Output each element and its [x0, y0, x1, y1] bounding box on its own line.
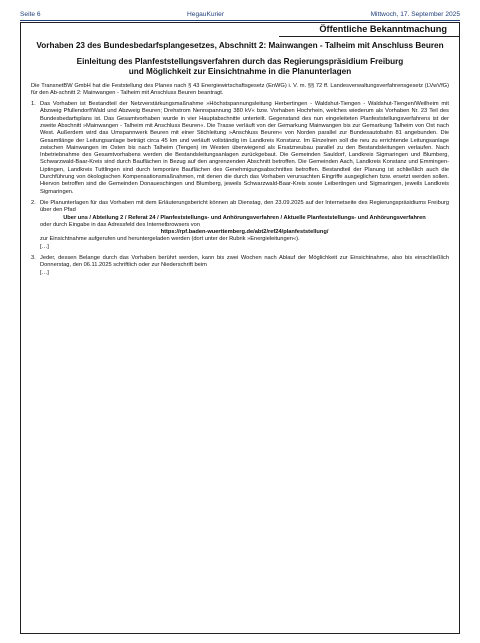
notice-content [31, 41, 449, 277]
item-2-text-2: oder durch Eingabe in das Adressfeld des Internetbrowsers von [40, 221, 200, 228]
notice-label-rule [279, 36, 459, 37]
item-1-text: Das Vorhaben ist Bestandteil der Netzverstärkungsmaßnahme »Höchstspannungsleitung Herbertingen - Waldshut-Tiengen - Waldshut-Tiengen/Weilheim mit Abzweig Pfullendorf/Wald und Abzweig Beuren; Drehstrom Nennspannung 380 kV« bzw. Vorhaben Hochrhein, welches wiederum als Vorhaben Nr. 23 Teil des Bundesbedarfsplans ist. Das Gesamtvorhaben wurde in vier Hauptabschnitte unterteilt. Gegenstand des nun eingeleiteten Planfeststellungsverfahrens ist der zweite Abschnitt »Mainwangen - Talheim mit Anschluss Beuren«. Die Trasse verläuft von der Gemarkung Mainwangen bis zur Gemarkung Talheim von Ost nach West. Außerdem wird das Umspannwerk Beuren mit einer Stichleitung »Anschluss Beuren« von Norden parallel zur Bundesautobahn 81 angebunden. Die Gesamtlänge der Leitungsanlage beträgt circa 45 km und verläuft vollständig im Landkreis Konstanz. Im Einzelnen soll die neu zu errichtende Leitungsanlage zwischen Mainwangen im Osten bis nach Talheim (Tengen) im Westen überwiegend als Ersatzneubau parallel zu den Bestandsleitungen verlaufen. Nach Inbetriebnahme des Gesamtvorhabens werden die Bestandsleitungsanlagen zurückgebaut. Die Gemeinden Sauldorf, Landkreis Sigmaringen und Blumberg, Schwarzwald-Baar-Kreis sind durch Bauflächen in Bezug auf den angrenzenden Abschnitt betroffen. Die Gemeinden Aach, Landkreis Konstanz und Emmingen-Liptingen, Landkreis Tuttlingen sind durch temporäre Bauflächen des Genehmigungsabschnittes betroffen. Bestandteil der Planung ist schließlich auch die Durchführung von ökologischen Kompensationsmaßnahmen, mit denen die durch das Vorhaben verursachten Eingriffe ausgeglichen bzw. ersetzt werden sollen. Hiervon betroffen sind die Gemeinden Donaueschingen und Blumberg, jeweils Schwarzwald-Baar-Kreis sowie Leibertingen und Sigmaringen, jeweils Landkreis Sigmaringen. [40, 101, 449, 195]
masthead [20, 4, 460, 18]
item-2-body [40, 200, 449, 251]
notice-item-3 [31, 255, 449, 277]
item-2-text-1: Die Planunterlagen für das Vorhaben mit dem Erläuterungsbericht können ab Dienstag, den 23.09.2025 auf der Internetseite des Regierungspräsidiums Freiburg über den Pfad [40, 199, 449, 214]
item-2-text-3: zur Einsichtnahme aufgerufen und heruntergeladen werden (dort unter der Rubrik »Energieleitungen«). [40, 236, 300, 243]
item-3-body [40, 255, 449, 277]
item-2-url: https://rpf.baden-wuerttemberg.de/abt2/ref24/planfeststellung/ [160, 229, 329, 236]
item-3-omitted: […] [40, 269, 49, 276]
notice-subtitle-line-2: und Möglichkeit zur Einsichtnahme in die Planunterlagen [128, 66, 352, 76]
notice-frame [20, 22, 460, 634]
notice-subtitle-line-1: Einleitung des Planfeststellungsverfahren durch das Regierungspräsidium Freiburg [76, 56, 404, 66]
notice-subtitle [31, 57, 449, 77]
item-2-path: Uber uns / Abteilung 2 / Referat 24 / Planfeststellungs- und Anhörungsverfahren / Aktuelle Planfeststellungs- und Anhörungsverfahren [63, 214, 426, 221]
item-2-omitted: […] [40, 243, 49, 250]
item-1-number: 1. [31, 101, 36, 108]
notice-item-2 [31, 200, 449, 251]
page-number: Seite 6 [20, 11, 41, 18]
issue-date: Mittwoch, 17. September 2025 [370, 11, 460, 18]
item-2-number: 2. [31, 199, 36, 206]
masthead-rule [20, 20, 460, 21]
notice-item-1 [31, 101, 449, 196]
notice-intro: Die TransnetBW GmbH hat die Feststellung des Planes nach § 43 Energiewirtschaftsgesetz (EnWG) i. V. m. §§ 72 ff. Landesverwaltungsverfahrensgesetz (LVwVfG) für den Ab-schnitt 2: Mainwangen - Talheim mit Anschluss Beuren beantragt. [31, 82, 449, 96]
publication-name: HegauKurier [187, 11, 225, 18]
notice-label: Öffentliche Bekanntmachung [319, 24, 447, 34]
item-3-text: Jeder, dessen Belange durch das Vorhaben berührt werden, kann bis zwei Wochen nach Ablauf der Möglichkeit zur Einsichtnahme, also bis einschließlich Donnerstag, den 06.11.2025 schriftlich oder zur Niederschrift beim [40, 255, 449, 269]
item-1-body [40, 101, 449, 196]
notice-title: Vorhaben 23 des Bundesbedarfsplangesetzes, Abschnitt 2: Mainwangen - Talheim mit Anschluss Beuren [36, 41, 444, 50]
item-3-number: 3. [31, 255, 36, 262]
